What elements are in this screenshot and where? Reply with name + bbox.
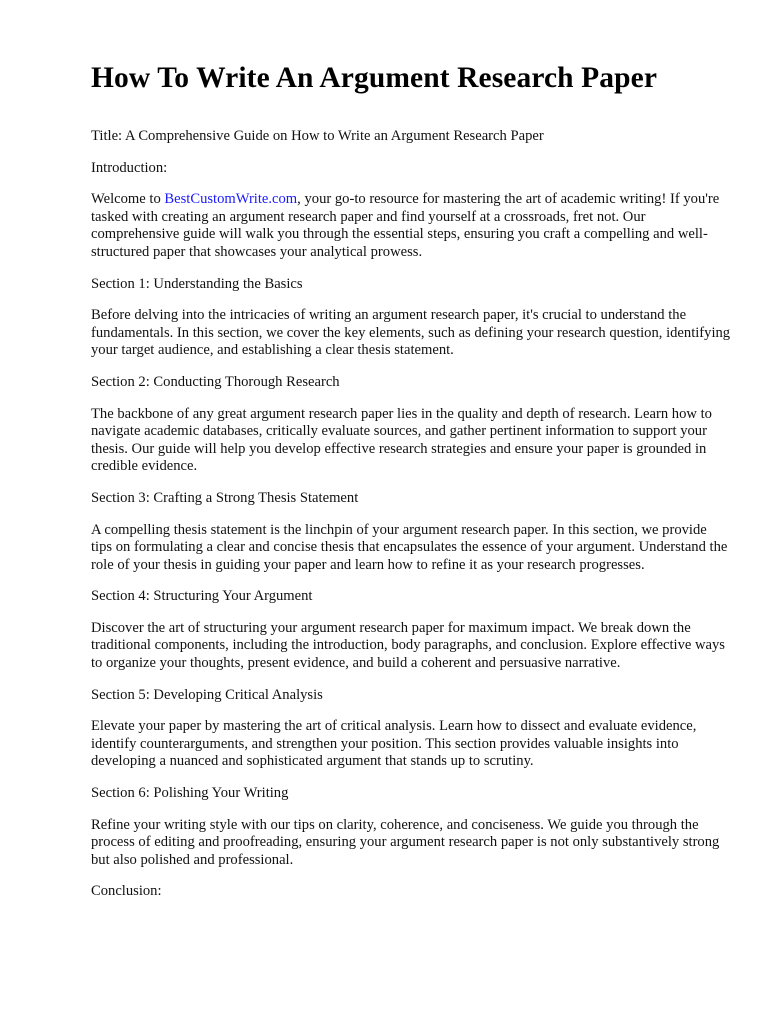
conclusion-heading: Conclusion: bbox=[91, 883, 162, 900]
document-title: How To Write An Argument Research Paper bbox=[91, 62, 658, 94]
section-6-body: Refine your writing style with our tips on clarity, coherence, and conciseness. We guide you through the process of editing and proofreading, ensuring your argument research paper is not only substantively strong but also polished and professional. bbox=[91, 816, 720, 868]
section-1-body: Before delving into the intricacies of writing an argument research paper, it's crucial to understand the fundamentals. In this section, we cover the key elements, such as defining your research question, identifying your target audience, and establishing a clear thesis statement. bbox=[91, 307, 731, 359]
introduction-heading: Introduction: bbox=[91, 159, 168, 176]
document-page bbox=[91, 60, 731, 915]
intro-text-before-link: Welcome to bbox=[91, 191, 165, 208]
section-2-body: The backbone of any great argument research paper lies in the quality and depth of research. Learn how to navigate academic databases, critically evaluate sources, and gather pertinent information to support your thesis. Our guide will help you develop effective research strategies and ensure your paper is grounded in credible evidence. bbox=[91, 405, 712, 475]
section-2-heading: Section 2: Conducting Thorough Research bbox=[91, 373, 340, 390]
section-5-heading: Section 5: Developing Critical Analysis bbox=[91, 686, 323, 703]
section-4-heading: Section 4: Structuring Your Argument bbox=[91, 588, 313, 605]
section-4-body: Discover the art of structuring your argument research paper for maximum impact. We break down the traditional components, including the introduction, body paragraphs, and conclusion. Explore effective ways to organize your thoughts, present evidence, and build a coherent and persuasive narrative. bbox=[91, 619, 725, 672]
section-3-body: A compelling thesis statement is the linchpin of your argument research paper. In this section, we provide tips on formulating a clear and concise thesis that encapsulates the essence of your argument. Understand the role of your thesis in guiding your paper and learn how to refine it as your research progresses. bbox=[91, 521, 728, 573]
introduction-paragraph bbox=[91, 191, 731, 261]
section-5-body: Elevate your paper by mastering the art of critical analysis. Learn how to dissect and evaluate evidence, identify counterarguments, and strengthen your position. This section provides valuable insights into developing a nuanced and sophisticated argument that stands up to scrutiny. bbox=[91, 718, 697, 770]
subtitle-line: Title: A Comprehensive Guide on How to Write an Argument Research Paper bbox=[91, 128, 544, 144]
intro-text-after-link: , your go-to resource for mastering the art of academic writing! If you're tasked with creating an argument research paper and find yourself at a crossroads, fret not. Our comprehensive guide will walk you through the essential steps, ensuring you craft a compelling and well-structured paper that showcases your analytical prowess. bbox=[91, 191, 720, 260]
site-link[interactable]: BestCustomWrite.com bbox=[164, 191, 298, 208]
section-6-heading: Section 6: Polishing Your Writing bbox=[91, 785, 289, 802]
section-1-heading: Section 1: Understanding the Basics bbox=[91, 275, 303, 292]
section-3-heading: Section 3: Crafting a Strong Thesis Statement bbox=[91, 489, 359, 506]
